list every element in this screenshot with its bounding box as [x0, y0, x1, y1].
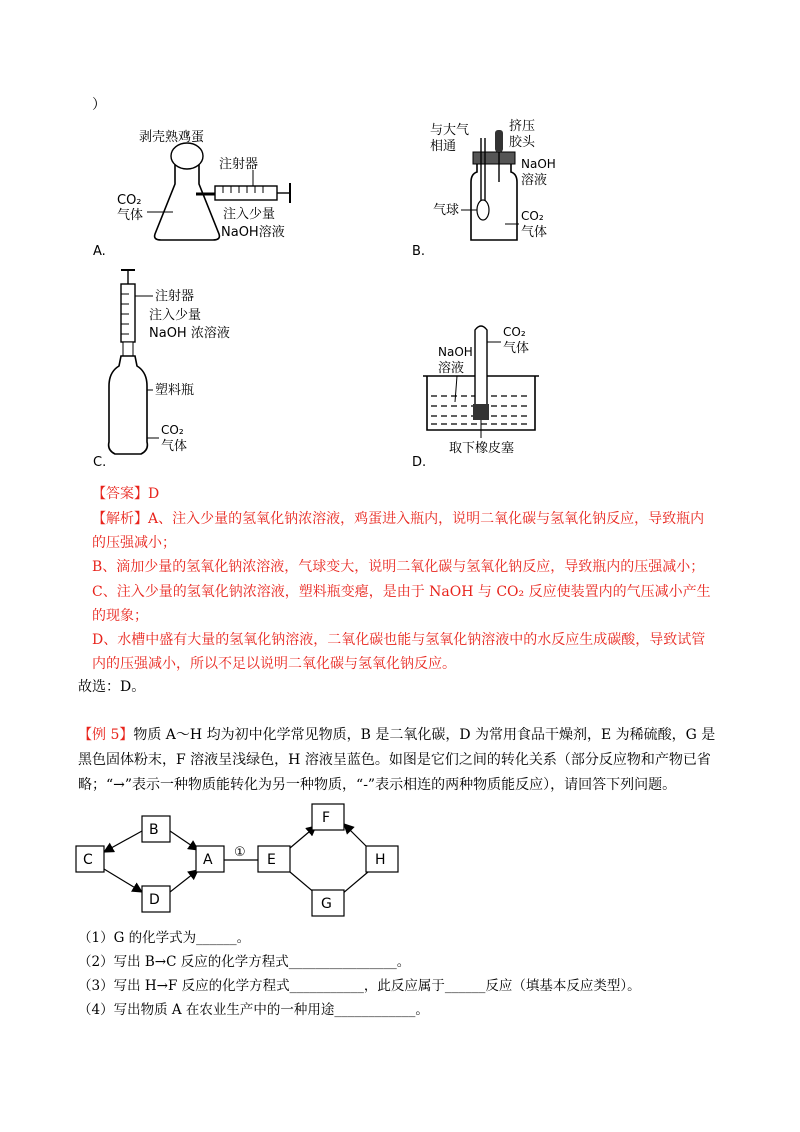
svg-text:D.: D.	[412, 455, 427, 470]
svg-text:C.: C.	[93, 455, 107, 470]
syringe-icon	[215, 186, 277, 200]
dropper-icon	[495, 130, 503, 152]
svg-text:H: H	[375, 852, 386, 868]
svg-text:胶头: 胶头	[509, 135, 536, 150]
question-3: （3）写出 H→F 反应的化学方程式___________，此反应属于______反应（填基本反应类型）。	[78, 978, 641, 994]
svg-text:溶液: 溶液	[438, 361, 465, 376]
svg-text:CO₂: CO₂	[503, 325, 526, 339]
svg-text:挤压: 挤压	[509, 119, 536, 134]
example-tag: 【例 5】	[78, 727, 134, 743]
svg-text:相通: 相通	[430, 139, 457, 154]
node-b	[142, 816, 170, 842]
svg-text:NaOH 浓溶液: NaOH 浓溶液	[149, 326, 230, 341]
apparatus-a	[93, 129, 290, 259]
svg-text:溶液: 溶液	[521, 173, 548, 188]
svg-text:C: C	[83, 852, 93, 868]
question-1: （1）G 的化学式为______。	[78, 930, 251, 946]
analysis-b: B、滴加少量的氢氧化钠浓溶液，气球变大，说明二氧化碳与氢氧化钠反应，导致瓶内的压强减小；	[92, 559, 705, 575]
analysis-a: 【解析】A、注入少量的氢氧化钠浓溶液，鸡蛋进入瓶内，说明二氧化碳与氢氧化钠反应，导致瓶内的压强减小；	[92, 511, 705, 551]
node-e	[258, 846, 290, 872]
svg-text:NaOH: NaOH	[521, 157, 556, 171]
test-tube-icon	[475, 326, 487, 412]
svg-text:注入少量: 注入少量	[149, 308, 202, 323]
node-a	[196, 846, 224, 872]
svg-text:A: A	[203, 852, 213, 868]
example-paragraph: 【例 5】物质 A～H 均为初中化学常见物质，B 是二氧化碳，D 为常用食品干燥剂，E 为稀硫酸，G 是黑色固体粉末，F 溶液呈浅绿色，H 溶液呈蓝色。如图是它们之间的转化关系（部分反应物和产物已省略；“→”表示一种物质能转化为另一种物质，“-”表示相连的两种物质能反应），请回答下列问题。	[78, 727, 716, 793]
svg-text:G: G	[321, 896, 332, 912]
svg-text:E: E	[267, 852, 276, 868]
svg-text:CO₂: CO₂	[521, 209, 544, 223]
svg-text:B: B	[149, 822, 159, 838]
apparatus-figure	[85, 112, 605, 482]
node-c	[76, 846, 104, 872]
balloon-icon	[477, 200, 489, 220]
svg-text:气球: 气球	[433, 203, 460, 218]
svg-text:注射器: 注射器	[219, 157, 259, 172]
bottle-icon	[471, 162, 517, 240]
option-a-label: A.	[93, 244, 106, 259]
svg-text:气体: 气体	[521, 225, 548, 240]
analysis-tag: 【解析】	[92, 511, 148, 527]
svg-text:NaOH: NaOH	[438, 345, 473, 359]
answer-line: 【答案】D	[92, 486, 160, 502]
svg-text:CO₂: CO₂	[161, 423, 184, 437]
svg-text:F: F	[322, 810, 331, 826]
apparatus-d	[412, 325, 539, 470]
link-label: ①	[234, 845, 246, 860]
svg-text:取下橡皮塞: 取下橡皮塞	[449, 441, 515, 456]
reaction-network-diagram	[60, 800, 420, 920]
syringe-icon	[121, 284, 135, 342]
node-g	[312, 890, 344, 916]
plastic-bottle-icon	[109, 356, 148, 454]
svg-text:气体: 气体	[503, 341, 530, 356]
analysis-c: C、注入少量的氢氧化钠浓溶液，塑料瓶变瘪，是由于 NaOH 与 CO₂ 反应使装置内的气压减小产生的现象；	[92, 584, 711, 624]
analysis-d: D、水槽中盛有大量的氢氧化钠溶液，二氧化碳也能与氢氧化钠溶液中的水反应生成碳酸，导致试管内的压强减小，所以不足以说明二氧化碳与氢氧化钠反应。	[92, 632, 706, 672]
svg-text:注射器: 注射器	[155, 289, 195, 304]
question-2: （2）写出 B→C 反应的化学方程式________________。	[78, 954, 411, 970]
svg-text:与大气: 与大气	[430, 123, 470, 138]
svg-text:气体: 气体	[161, 439, 188, 454]
svg-text:注入少量: 注入少量	[223, 207, 276, 222]
svg-text:D: D	[149, 892, 160, 908]
svg-text:CO₂: CO₂	[117, 193, 142, 208]
svg-text:剥壳熟鸡蛋: 剥壳熟鸡蛋	[139, 130, 205, 145]
top-fragment: ）	[92, 97, 106, 113]
node-d	[142, 886, 170, 912]
apparatus-c	[93, 270, 230, 470]
rubber-stopper-icon	[473, 404, 489, 420]
apparatus-b	[412, 118, 556, 259]
svg-text:B.: B.	[412, 244, 426, 259]
svg-text:NaOH溶液: NaOH溶液	[221, 225, 285, 240]
node-f	[312, 804, 344, 830]
svg-text:气体: 气体	[117, 208, 144, 223]
node-h	[366, 846, 398, 872]
conclusion: 故选：D。	[78, 679, 146, 695]
egg-icon	[171, 143, 203, 169]
question-4: （4）写出物质 A 在农业生产中的一种用途____________。	[78, 1002, 429, 1018]
svg-text:塑料瓶: 塑料瓶	[155, 383, 195, 398]
